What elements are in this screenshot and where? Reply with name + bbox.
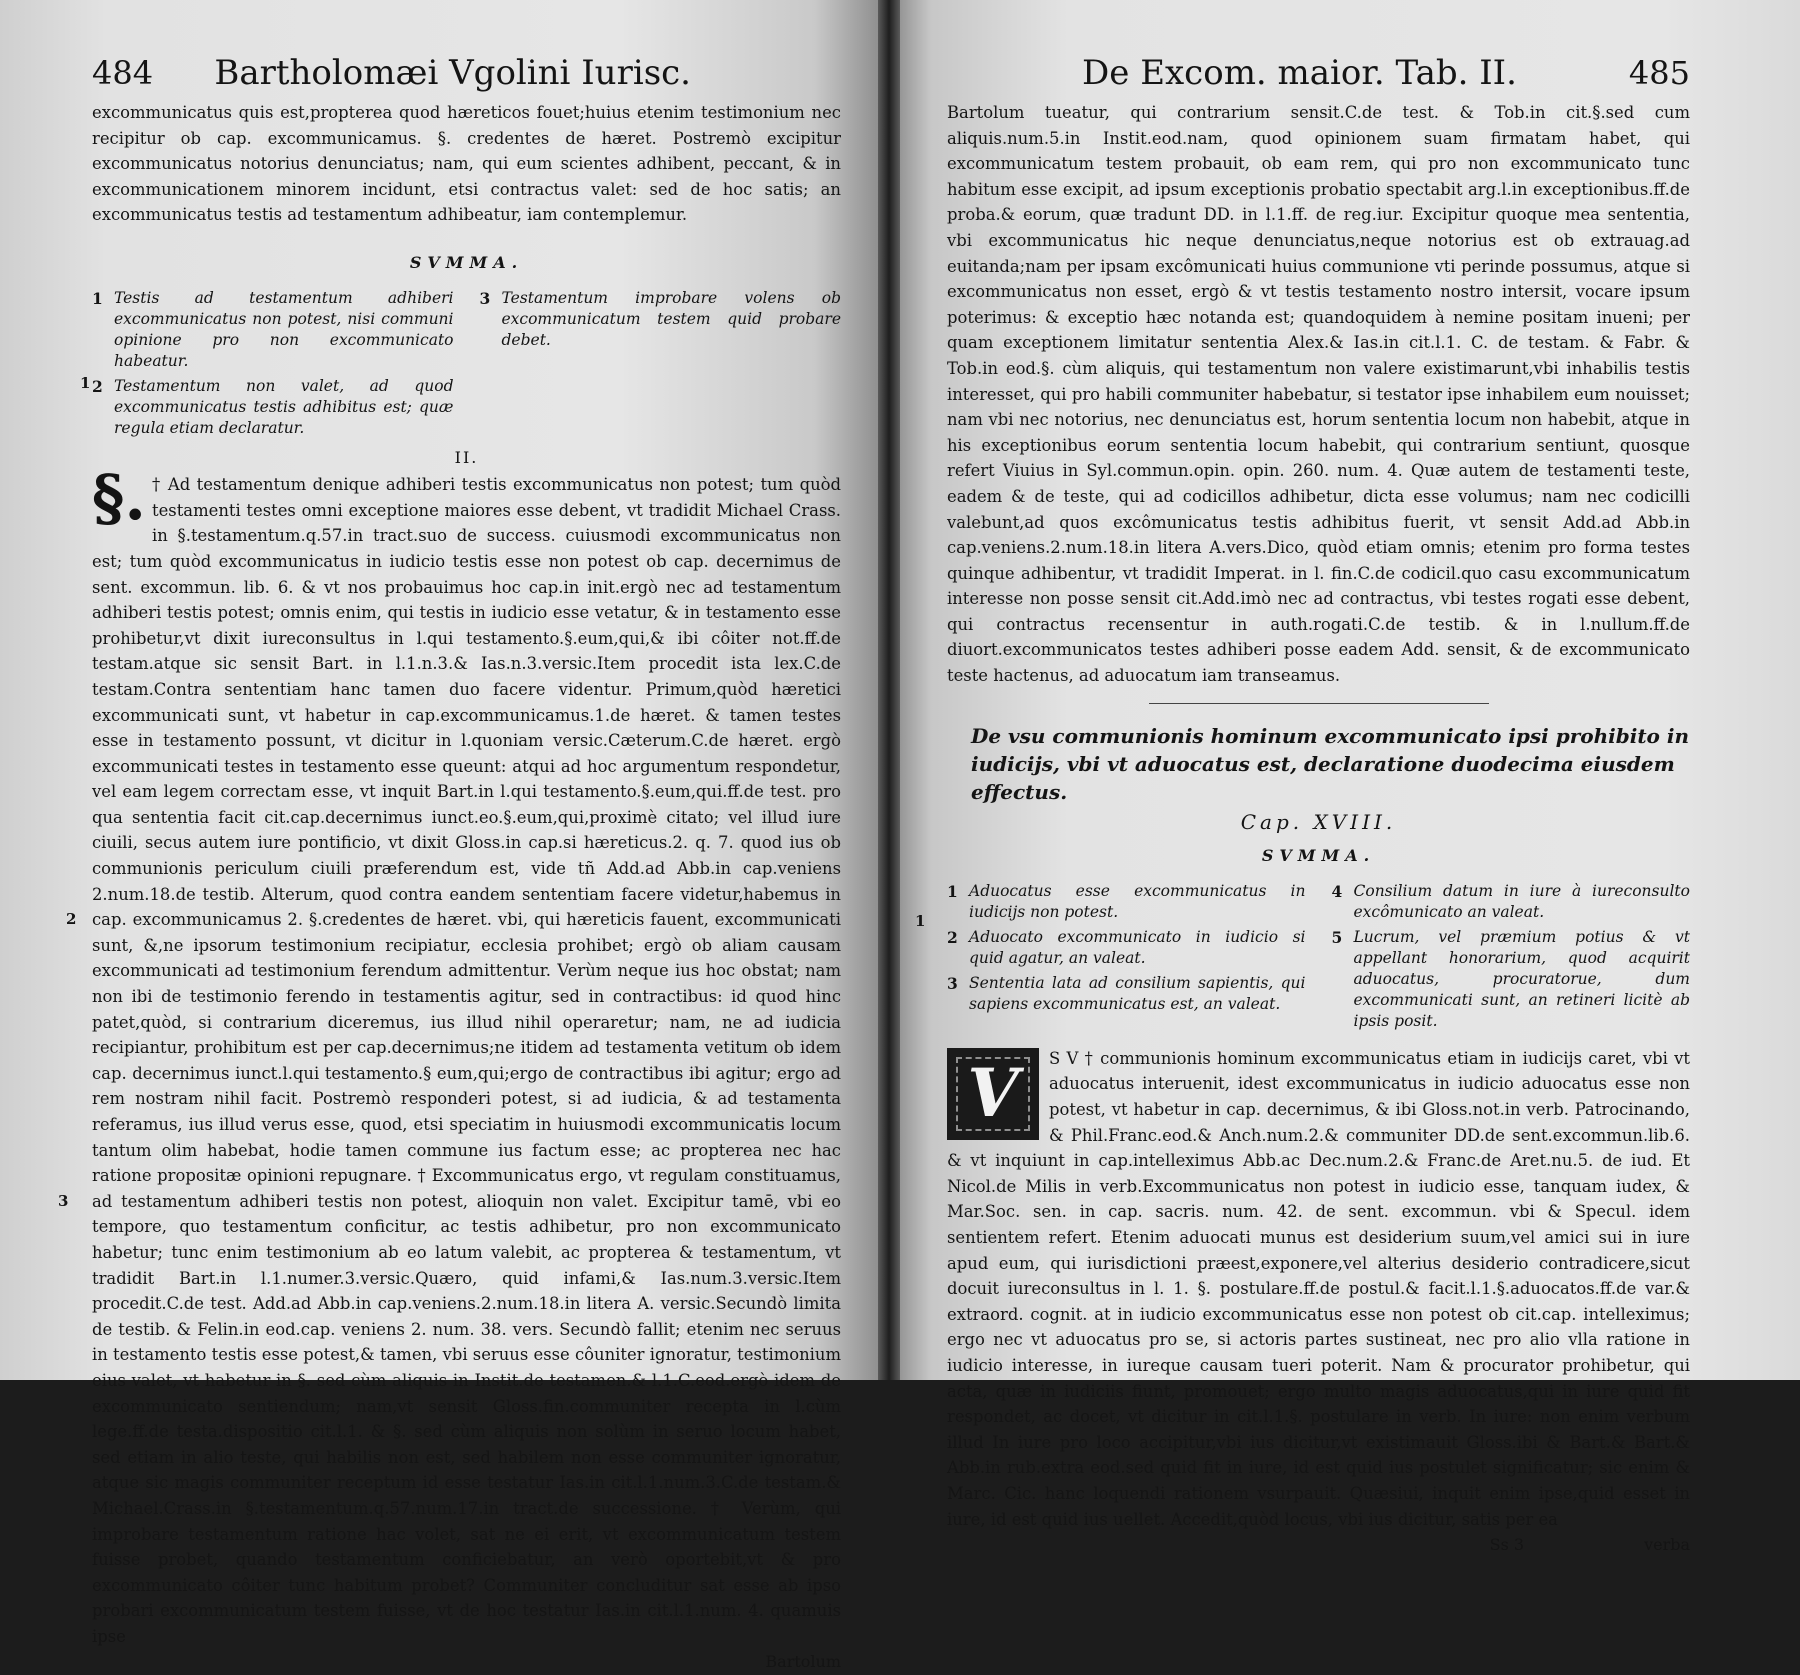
- summa-item-number: 2: [92, 376, 103, 396]
- left-margin-number-1: 1: [80, 374, 91, 392]
- left-intro-text: excommunicatus quis est,propterea quod hæreticos fouet;huius etenim testimonium nec recipitur ob cap. excommunicamus. §. credentes de hæret. Postremò excipitur excommunicatus notorius denunciatus; nam, qui eum scientes adhibent, peccant, & in excommunicationem minorem incidunt, etsi contractus valet: sed de hoc satis; an excommunicatus testis ad testamentum adhibeatur, iam contemplemur.: [92, 103, 841, 225]
- right-page-number: 485: [1628, 54, 1690, 92]
- left-summa-item-2: [92, 376, 454, 439]
- section-divider: [1149, 703, 1489, 704]
- book-gutter: [878, 0, 900, 1380]
- left-main-text: [92, 461, 841, 1649]
- left-margin-number-3: 3: [58, 1192, 69, 1210]
- summa-item-text: Testis ad testamentum adhiberi excommunicatus non potest, nisi communi opinione pro non excommunicato habeatur.: [114, 288, 454, 370]
- initial-letter: V: [967, 1054, 1019, 1133]
- left-running-head: [92, 50, 841, 96]
- summa-item-number: 5: [1331, 927, 1343, 947]
- right-summa-item-2: [947, 927, 1306, 969]
- summa-item-text: Testamentum improbare volens ob excommunicatum testem quid probare debet.: [501, 288, 841, 349]
- summa-item-number: 3: [947, 973, 958, 993]
- left-margin-number-2: 2: [66, 910, 77, 928]
- left-summa-item-3: [480, 288, 842, 372]
- decorated-initial: [947, 1048, 1039, 1140]
- summa-item-number: 2: [947, 927, 958, 947]
- right-running-head: [947, 50, 1690, 96]
- right-summa-item-4: [1332, 881, 1691, 923]
- right-catchword: verba: [1644, 1535, 1690, 1555]
- left-summa-title: SVMMA.: [409, 252, 524, 272]
- right-summa-item-5: [1332, 927, 1691, 1032]
- right-main-text-content: S V † communionis hominum excommunicatus etiam in iudicijs caret, vbi vt aduocatus interuenit, idest excommunicatus in iudicio aduocatus esse non potest, vt habetur in cap. decernimus, & ibi Gloss.not.in verb. Patrocinando, & Phil.Franc.eod.& Anch.num.2.& communiter DD.de sent.excommun.lib.6. & vt inquiunt in cap.intelleximus Abb.ac Dec.num.2.& Franc.de Aret.nu.5. de iud. Et Nicol.de Milis in verb.Excommunicatus non potest in iudicio esse, tanquam iudex, & Mar.Soc. sen. in cap. sacris. num. 42. de sent. excommun. vbi & Specul. idem sentientem refert. Etenim aduocati munus est desiderium suum,vel amici sui in iure apud eum, qui iurisdictioni præest,exponere,vel alterius desiderio contradicere,sicut docuit iureconsultus in l. 1. §. postulare.ff.de postul.& facit.l.1.§.aduocatos.ff.de var.& extraord. cognit. at in iudicio excommunicatus esse non potest ob cit.cap. intelleximus; ergo nec vt aduocatus pro se, si actoris partes sustineat, nec pro alio vlla ratione in iudicio interesse, in iureque causam tueri poterit. Nam & procurator prohibetur, qui acta, quæ in iudiciis fiunt, promouet; ergo multo magis aduocatus,qui in iure quid fit respondet, ac docet, vt dicitur in cit.l.1.§. postulare in verb. In iure: non enim verbum illud In iure pro loco accipitur,vbi ius dicitur,vt existimauit Gloss.ibi & Bart.& Bart.& Abb.in rub.extra eod.sed quid fit in iure, id est quid ius postulet significatur; sic enim & Marc. Cic. hanc loquendi rationem vsurpauit. Quæsiui, inquit enim ipse,quid esset in iure, id est quid ius uellet. Accedit,quòd locus, vbi ius dicitur, satis per ea: [947, 1048, 1690, 1529]
- summa-item-number: 1: [947, 881, 958, 901]
- left-summa-list: [92, 288, 841, 443]
- right-page: [885, 0, 1800, 1555]
- summa-item-number: 3: [479, 288, 491, 308]
- summa-item-text: Consilium datum in iure à iureconsulto excômunicato an valeat.: [1353, 881, 1690, 921]
- right-summa-item-1: [947, 881, 1306, 923]
- left-catchword: Bartolum: [765, 1652, 841, 1672]
- left-page: [0, 0, 885, 1672]
- right-body: [947, 100, 1690, 1558]
- right-main-text: [947, 1046, 1690, 1532]
- chapter-number: Cap. XVIII.: [1240, 809, 1397, 834]
- summa-item-text: Sententia lata ad consilium sapientis, qui sapiens excommunicatus est, an valeat.: [969, 973, 1306, 1013]
- right-summa-col-2: [1332, 881, 1691, 1036]
- right-margin-number-1: 1: [915, 912, 926, 930]
- left-section-number: II.: [454, 447, 479, 467]
- chapter-title: De vsu communionis hominum excommunicato ipsi prohibito in iudicijs, vbi vt aduocatus est, declaratione duodecima eiusdem effectus.: [971, 723, 1689, 804]
- summa-item-text: Aduocato excommunicato in iudicio si quid agatur, an valeat.: [969, 927, 1306, 967]
- right-summa-item-3: [947, 973, 1306, 1015]
- left-main-text-content: † Ad testamentum denique adhiberi testis excommunicatus non potest; tum quòd testamenti testes omni exceptione maiores esse debent, vt tradidit Michael Crass. in §.testamentum.q.57.in tract.suo de success. cuiusmodi excommunicatus non est; tum quòd excommunicatus in iudicio testis esse non potest ob cap. decernimus de sent. excommun. lib. 6. & vt nos probauimus hoc cap.in init.ergò nec ad testamentum adhiberi testis potest; omnis enim, qui testis in iudicio esse vetatur, & in testamento esse prohibetur,vt dixit iureconsultus in l.qui testamento.§.eum,qui,& ibi côiter not.ff.de testam.atque sic sensit Bart. in l.1.n.3.& Ias.n.3.versic.Item procedit ista lex.C.de testam.Contra sententiam hanc tamen duo facere videntur. Primum,quòd hæretici excommunicati sunt, vt habetur in cap.excommunicamus.1.de hæret. & tamen testes esse in testamento possunt, vt dicitur in l.quoniam versic.Cæterum.C.de hæret. ergò excommunicati testes in testamento esse queunt: atqui ad hoc argumentum respondetur, vel eam legem correctam esse, vt inquit Bart.in l.qui testamento.§.eum,qui.ff.de test. pro qua sententia facit cit.cap.decernimus iunct.eo.§.eum,qui,proximè citato; vel illud iure ciuili, secus autem iure pontificio, vt dixit Gloss.in cap.si hæreticus.2. q. 7. quod ius ob communionis periculum ciuili præferendum est, vide tñ Add.ad Abb.in cap.veniens 2.num.18.de testib. Alterum, quod contra eandem sententiam facere videtur,habemus in cap. excommunicamus 2. §.credentes de hæret. vbi, qui hæreticis fauent, excommunicati sunt, &,ne ipsorum testimonium recipiatur, ecclesia prohibet; ergò ob aliam causam excommunicati ad testimonium ferendum admittentur. Verùm neque ius hoc obstat; nam non ibi de testimonio ferendo in testamentis agitur, sed in contractibus: id quod hinc patet,quòd, si contrarium diceremus, ius illud nihil operaretur; nam, ne ad iudicia recipiantur, prohibitum est per cap.decernimus;ne itidem ad testamenta vetitum ob idem cap. decernimus iunct.l.qui testamento.§ eum,qui;ergo de contractibus ibi agitur; ergo ad rem nostram nihil facit. Postremò responderi potest, si ad iudicia, & ad testamenta referamus, ius illud verus esse, quod, etsi speciatim in huiusmodi excommunicatis locum tantum olim habebat, hodie tamen commune ius factum esse; ac propterea nec hac ratione propositæ opinioni repugnare. † Excommunicatus ergo, vt regulam constituamus, ad testamentum adhiberi testis non potest, alioquin non valet. Excipitur tamē, vbi eo tempore, quo testamentum conficitur, ac testis adhibetur, pro non excommunicato habetur; tunc enim testimonium ab eo latum valebit, ac propterea & testamentum, vt tradidit Bart.in l.1.numer.3.versic.Quæro, quid infami,& Ias.num.3.versic.Item procedit.C.de test. Add.ad Abb.in cap.veniens.2.num.18.in litera A. versic.Secundò limita de testib. & Felin.in eod.cap. veniens 2. num. 38. vers. Secundò fallit; etenim nec seruus in testamento testis esse potest,& tamen, vbi seruus esse côuniter ignoratur, testimonium eius valet, vt habetur in §. sed cùm aliquis in Instit.de testamen.& l.1.C.eod.ergò idem de excommunicato sentiendum; nam,vt sensit Gloss.fin.communiter recepta in l.cùm lege.ff.de testa.dispositio cit.l.1. & §. sed cùm aliquis non solùm in seruo locum habet, sed etiam in alio teste, qui habilis non est, sed habilem non esse communiter ignoratur, atque sic magis communiter receptum id esse testatur Ias.in cit.l.1.num.3.C.de testam.& Michael.Crass.in §.testamentum.q.57.num.17.in tract.de successione. † Verùm, qui improbare testamentum ratione hac volet, sat ne ei erit, vt excommunicatum testem fuisse probet, quando testamentum conficiebatur, an verò oportebit,vt & pro excommunicato côiter tunc habitum probet? Communiter concluditur sat esse ab ipso probari excommunicatum testem fuisse, vt de hoc testatur Ias.in cit.l.1.num. 4. quamuis ipse: [92, 475, 841, 1646]
- summa-item-text: Lucrum, vel præmium potius & vt appellant honorarium, quod acquirit aduocatus, procuratorue, dum excommunicati sunt, an retineri licitè ab ipsis posit.: [1353, 927, 1690, 1030]
- left-page-number: 484: [92, 54, 154, 92]
- summa-item-number: 4: [1331, 881, 1343, 901]
- right-intro-text: Bartolum tueatur, qui contrarium sensit.C.de test. & Tob.in cit.§.sed cum aliquis.num.5.in Instit.eod.nam, quod opinionem suam firmatam habet, qui excommunicatum testem probauit, ob eam rem, qui pro non excommunicato tunc habitum esse excipit, ad ipsum exceptionis probatio spectabit arg.l.in exceptionibus.ff.de proba.& eorum, quæ tradunt DD. in l.1.ff. de reg.iur. Excipitur quoque mea sententia, vbi excommunicatus hic neque denunciatus,neque notorius est ob extrauag.ad euitanda;nam per ipsam excômunicati huius communione vti perinde possumus, atque si excommunicatus non esset, ergò & vt testis testamento nostro intersit, vocare ipsum poterimus: & exceptio hæc notanda est; quandoquidem à nemine positam inueni; per quam exceptionem limitatur sententia Alex.& Ias.in cit.l.1. C. de testam. & Fabr. & Tob.in eod.§. cùm aliquis, qui testamentum non valere existimarunt,vbi inhabilis testis interesset, qui pro habili communiter habebatur, si testator ipse inhabilem eum nouisset; nam vbi nec notorius, nec denunciatus est, horum sententia locum non habebit, atque in his exceptionibus eorum sententia locum habebit, qui contrarium sentiunt, quosque refert Viuius in Syl.commun.opin. opin. 260. num. 4. Quæ autem de testamenti teste, eadem & de teste, qui ad codicillos adhibetur, dicta esse volumus; nam nec codicilli valebunt,ad quos excômunicatus testis adhibitus fuerit, vt sensit Add.ad Abb.in cap.veniens.2.num.18.in litera A.vers.Dico, quòd etiam omnis; etenim pro forma testes quinque adhibentur, vt tradidit Imperat. in l. fin.C.de codicil.quo casu excommunicatum interesse non posse sensit cit.Add.imò nec ad contractus, vbi testes rogati esse debent, qui contractus recensentur in auth.rogati.C.de testib. & in l.nullum.ff.de diuort.excommunicatos testes adhiberi posse eadem Add. sensit, & de excommunicato teste hactenus, ad aduocatum iam transeamus.: [947, 103, 1690, 686]
- summa-item-text: Aduocatus esse excommunicatus in iudicijs non potest.: [969, 881, 1306, 921]
- section-sign-dropcap: §.: [92, 461, 147, 535]
- right-summa-list: [947, 881, 1690, 1036]
- right-summa-title: SVMMA.: [1261, 846, 1376, 866]
- left-body: [92, 100, 841, 1675]
- signature-mark: Ss 3: [1489, 1535, 1525, 1555]
- left-running-title: Bartholomæi Vgolini Iurisc.: [214, 53, 691, 93]
- summa-item-text: Testamentum non valet, ad quod excommunicatus testis adhibitus est; quæ regula etiam declaratur.: [114, 376, 454, 437]
- left-summa-item-1: [92, 288, 454, 372]
- right-summa-col-1: [947, 881, 1306, 1036]
- right-running-title: De Excom. maior. Tab. II.: [1082, 53, 1517, 93]
- summa-item-number: 1: [92, 288, 103, 308]
- right-footer: [947, 1532, 1690, 1558]
